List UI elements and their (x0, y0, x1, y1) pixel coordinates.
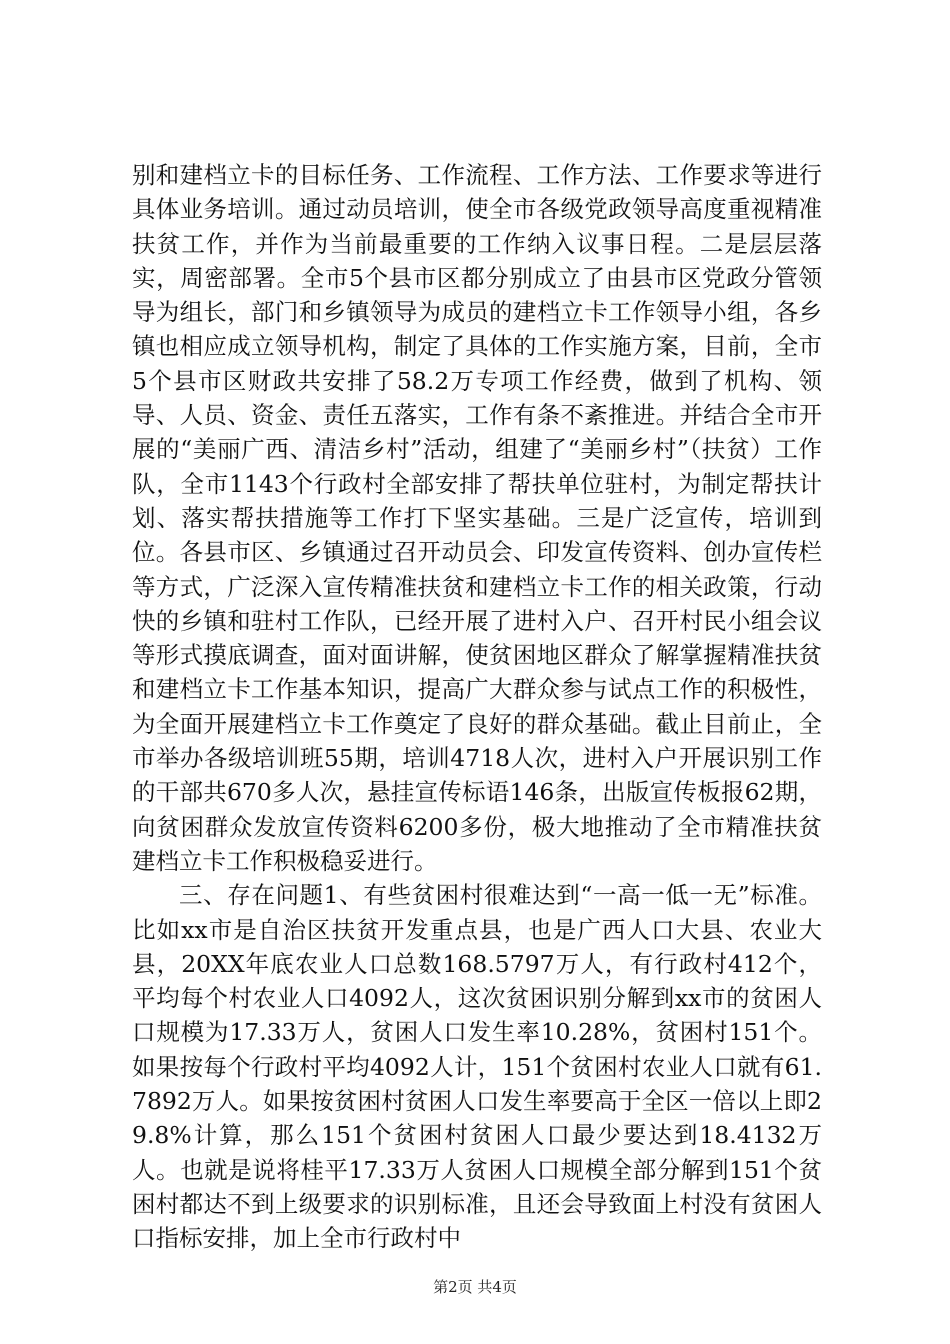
paragraph-existing-problems: 三、存在问题1、有些贫困村很难达到“一高一低一无”标准。比如xx市是自治区扶贫开发重点县，也是广西人口大县、农业大县，20XX年底农业人口总数168.5797万人，有行政村412个，平均每个村农业人口4092人，这次贫困识别分解到xx市的贫困人口规模为17.33万人，贫困人口发生率10.28%，贫困村151个。如果按每个行政村平均4092人计，151个贫困村农业人口就有61.7892万人。如果按贫困村贫困人口发生率要高于全区一倍以上即29.8%计算，那么151个贫困村贫困人口最少要达到18.4132万人。也就是说将桂平17.33万人贫困人口规模全部分解到151个贫困村都达不到上级要求的识别标准，且还会导致面上村没有贫困人口指标安排，加上全市行政村中 (132, 881, 822, 1253)
document-body (132, 158, 822, 1256)
paragraph-continued: 别和建档立卡的目标任务、工作流程、工作方法、工作要求等进行具体业务培训。通过动员培训，使全市各级党政领导高度重视精准扶贫工作，并作为当前最重要的工作纳入议事日程。二是层层落实，周密部署。全市5个县市区都分别成立了由县市区党政分管领导为组长，部门和乡镇领导为成员的建档立卡工作领导小组，各乡镇也相应成立领导机构，制定了具体的工作实施方案，目前，全市5个县市区财政共安排了58.2万专项工作经费，做到了机构、领导、人员、资金、责任五落实，工作有条不紊推进。并结合全市开展的“美丽广西、清洁乡村”活动，组建了“美丽乡村”（扶贫）工作队，全市1143个行政村全部安排了帮扶单位驻村，为制定帮扶计划、落实帮扶措施等工作打下坚实基础。三是广泛宣传，培训到位。各县市区、乡镇通过召开动员会、印发宣传资料、创办宣传栏等方式，广泛深入宣传精准扶贫和建档立卡工作的相关政策，行动快的乡镇和驻村工作队，已经开展了进村入户、召开村民小组会议等形式摸底调查，面对面讲解，使贫困地区群众了解掌握精准扶贫和建档立卡工作基本知识，提高广大群众参与试点工作的积极性，为全面开展建档立卡工作奠定了良好的群众基础。截止目前止，全市举办各级培训班55期，培训4718人次，进村入户开展识别工作的干部共670多人次，悬挂宣传标语146条，出版宣传板报62期，向贫困群众发放宣传资料6200多份，极大地推动了全市精准扶贫建档立卡工作积极稳妥进行。 (132, 161, 822, 875)
page-footer (0, 1277, 950, 1297)
page-number-label: 第2页 共4页 (433, 1278, 517, 1296)
